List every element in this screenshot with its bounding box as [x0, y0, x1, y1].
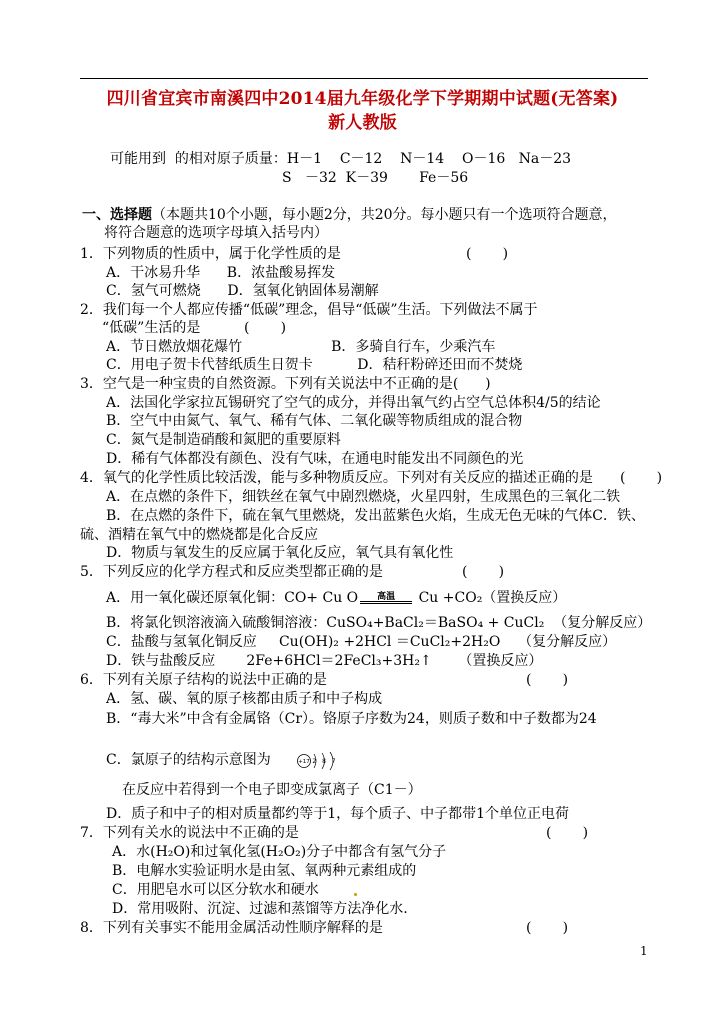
q8-stem: 8．下列有关事实不能用金属活动性顺序解释的是: [80, 920, 383, 936]
q5-option-b: B．将氯化钡溶液滴入硫酸铜溶液：CuSO₄+BaCl₂＝BaSO₄ + CuCl₂ （复分解反应）: [106, 615, 652, 631]
q5-option-a-post: Cu +CO₂（置换反应）: [414, 590, 567, 606]
q5-option-a-pre: A．用一氧化碳还原氧化铜：CO+ Cu O: [106, 590, 359, 606]
q4-option-b: B．在点燃的条件下，硫在氧气里燃烧，发出蓝紫色火焰，生成无色无味的气体C．铁、: [106, 508, 645, 524]
q7-option-a: A．水(H₂O)和过氧化氢(H₂O₂)分子中都含有氢气分子: [112, 844, 447, 860]
high-temp-condition: [358, 589, 414, 607]
stray-mark: [354, 893, 357, 896]
q5-option-c: C．盐酸与氢氧化铜反应 Cu(OH)₂ +2HCl ＝CuCl₂+2H₂O （复分解反应）: [106, 634, 617, 650]
q5-option-a: [106, 589, 566, 607]
section-heading: 一、选择题: [82, 207, 152, 223]
q5-option-d: D．铁与盐酸反应 2Fe+6HCl＝2FeCl₃+3H₂↑ （置换反应）: [106, 653, 543, 669]
condition-label: 高温: [377, 592, 396, 602]
section-desc1: （本题共10个小题，每小题2分，共20分。每小题只有一个选项符合题意，: [152, 207, 617, 223]
q7-stem: 7．下列有关水的说法中不正确的是: [80, 825, 299, 841]
q6-option-c-cont: 在反应中若得到一个电子即变成氯离子（C1－）: [122, 782, 422, 798]
q2-option-ab: A．节日燃放烟花爆竹 B．多骑自行车，少乘汽车: [106, 339, 496, 355]
q5-answer-paren: ( ): [462, 564, 505, 580]
q3-option-c: C．氮气是制造硝酸和氮肥的重要原料: [106, 432, 341, 448]
q4-answer-paren: ( ): [620, 470, 663, 486]
q1-stem: 1．下列物质的性质中，属于化学性质的是: [80, 246, 341, 262]
doc-title-line1: 四川省宜宾市南溪四中2014届九年级化学下学期期中试题(无答案): [106, 89, 619, 109]
q4-option-d: D．物质与氧发生的反应属于氧化反应，氧气具有氧化性: [106, 545, 454, 561]
atomic-masses-line2: S －32 K－39 Fe－56: [282, 170, 469, 186]
q1-answer-paren: ( ): [466, 246, 509, 262]
q4-option-a: A．在点燃的条件下，细铁丝在氧气中剧烈燃烧，火星四射，生成黑色的三氧化二铁: [106, 489, 621, 505]
q2-option-cd: C．用电子贺卡代替纸质生日贺卡 D．秸秆粉碎还田而不焚烧: [106, 357, 523, 373]
q2-stem-line1: 2．我们每一个人都应传播“低碳”理念，倡导“低碳”生活。下列做法不属于: [80, 302, 538, 318]
nucleus-charge: +17: [298, 759, 310, 766]
q4-stem: 4．氧气的化学性质比较活泼，能与多种物质反应。下列对有关反应的描述正确的是: [80, 470, 593, 486]
page-number: 1: [640, 944, 648, 958]
doc-title-line2: 新人教版: [328, 113, 397, 133]
section-desc2: 将符合题意的选项字母填入括号内）: [104, 225, 328, 241]
q7-option-b: B．电解水实验证明水是由氢、氧两种元素组成的: [112, 863, 417, 879]
q1-option-cd: C．氢气可燃烧 D．氢氧化钠固体易潮解: [106, 283, 379, 299]
q4-option-b-cont: 硫、酒精在氧气中的燃烧都是化合反应: [80, 527, 318, 543]
equals-line-top: [360, 601, 412, 602]
q5-stem: 5．下列反应的化学方程式和反应类型都正确的是: [80, 564, 383, 580]
q3-option-b: B．空气中由氮气、氧气、稀有气体、二氧化碳等物质组成的混合物: [106, 413, 523, 429]
q8-answer-paren: ( ): [526, 920, 569, 936]
q7-answer-paren: ( ): [546, 825, 589, 841]
q6-option-d: D．质子和中子的相对质量都约等于1，每个质子、中子都带1个单位正电荷: [106, 806, 570, 822]
q3-option-d: D．稀有气体都没有颜色、没有气味，在通电时能发出不同颜色的光: [106, 451, 524, 467]
q6-answer-paren: ( ): [526, 672, 569, 688]
chlorine-atom-diagram: [296, 750, 346, 772]
q2-stem-line2: “低碳”生活的是: [102, 320, 201, 336]
shell-electron-counts: 2 8 7: [312, 758, 338, 765]
q2-answer-paren: ( ): [244, 320, 287, 336]
q3-option-a: A．法国化学家拉瓦锡研究了空气的成分，并得出氧气约占空气总体积4/5的结论: [106, 395, 601, 411]
q1-option-ab: A．干冰易升华 B．浓盐酸易挥发: [106, 265, 336, 281]
section-heading-line: [82, 206, 617, 224]
q6-stem: 6．下列有关原子结构的说法中正确的是: [80, 672, 327, 688]
equals-line-bottom: [360, 603, 412, 604]
q6-option-a: A．氢、碳、氧的原子核都由质子和中子构成: [106, 691, 383, 707]
atomic-masses-line1: 可能用到 的相对原子质量：H－1 C－12 N－14 O－16 Na－23: [110, 151, 572, 167]
q7-option-c: C．用肥皂水可以区分软水和硬水: [112, 882, 319, 898]
q6-option-b: B．“毒大米”中含有金属铬（Cr）。铬原子序数为24，则质子数和中子数都为24: [106, 711, 597, 727]
header-rule: [80, 78, 648, 79]
q7-option-d: D．常用吸附、沉淀、过滤和蒸馏等方法净化水.: [112, 901, 408, 917]
q3-stem: 3．空气是一种宝贵的自然资源。下列有关说法中不正确的是( ): [80, 376, 491, 392]
q6-option-c: C．氯原子的结构示意图为: [106, 752, 271, 768]
